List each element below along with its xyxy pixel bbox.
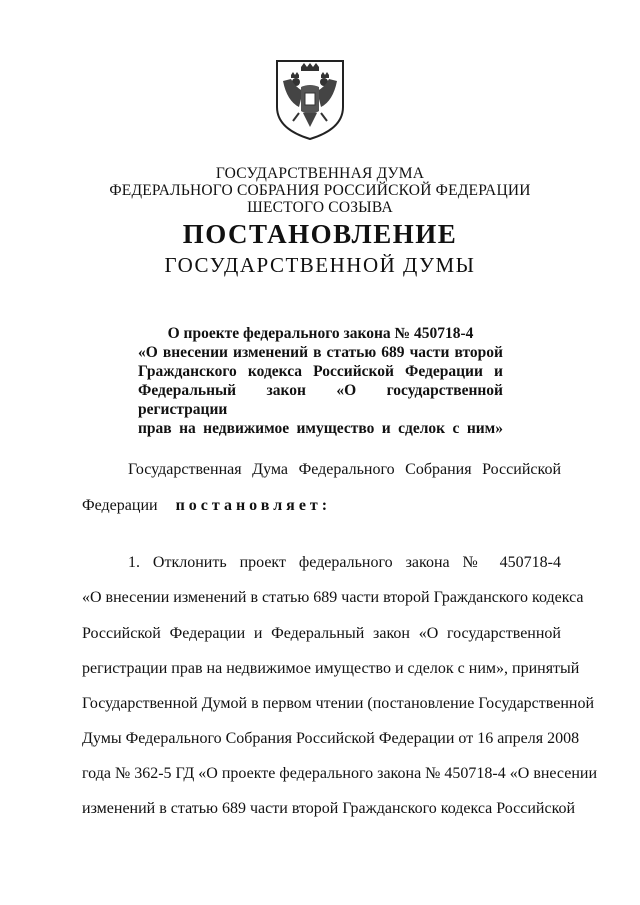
document-title: ПОСТАНОВЛЕНИЕ: [182, 219, 458, 249]
item1-line: Государственной Думой в первом чтении (постановление Государственной: [82, 695, 595, 712]
issuer-line-3: ШЕСТОГО СОЗЫВА: [247, 199, 393, 216]
item1-line: года № 362-5 ГД «О проекте федерального закона № 450718-4 «О внесении: [82, 765, 598, 782]
subject-line: Гражданского кодекса Российской Федерации и: [138, 363, 503, 380]
subject-line: Федеральный закон «О государственной регистрации: [138, 382, 503, 418]
item1-line: Российской Федерации и Федеральный закон «О государственной: [82, 625, 561, 642]
resolution-verb: постановляет:: [175, 497, 332, 514]
russian-double-headed-eagle-icon: [273, 57, 347, 141]
subject-line: О проекте федерального закона № 450718-4: [167, 325, 474, 342]
document-subtitle: ГОСУДАРСТВЕННОЙ ДУМЫ: [164, 253, 476, 277]
state-emblem: [273, 57, 347, 141]
preamble-line: [82, 497, 561, 515]
subject-line: «О внесении изменений в статью 689 части второй: [138, 344, 503, 361]
issuer-line-2: ФЕДЕРАЛЬНОГО СОБРАНИЯ РОССИЙСКОЙ ФЕДЕРАЦИИ: [109, 182, 531, 199]
preamble-line: Государственная Дума Федерального Собрания Российской: [128, 461, 561, 478]
item1-line: 1. Отклонить проект федерального закона № 450718-4: [128, 554, 561, 571]
item1-line: Думы Федерального Собрания Российской Федерации от 16 апреля 2008: [82, 730, 580, 747]
item1-line: регистрации прав на недвижимое имущество и сделок с ним», принятый: [82, 660, 580, 677]
subject-block: [138, 324, 503, 438]
item1-line: изменений в статью 689 части второй Гражданского кодекса Российской: [82, 800, 576, 817]
item1-line: «О внесении изменений в статью 689 части второй Гражданского кодекса: [82, 589, 584, 606]
preamble-prefix: Федерации: [82, 497, 158, 514]
issuer-line-1: ГОСУДАРСТВЕННАЯ ДУМА: [215, 165, 425, 182]
subject-line: прав на недвижимое имущество и сделок с ним»: [138, 420, 503, 437]
